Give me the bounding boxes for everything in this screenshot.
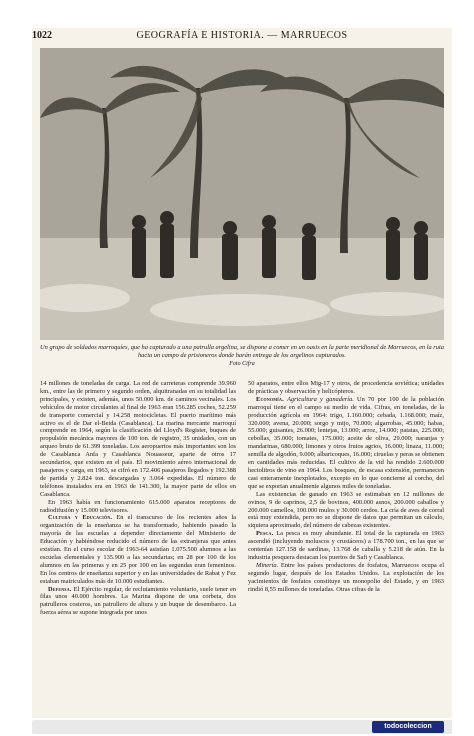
text-column-left (40, 380, 236, 716)
page-number: 1022 (32, 30, 52, 41)
subsection-heading: Agricultura y ganadería. (287, 395, 354, 403)
text-column-right (248, 380, 444, 716)
section-heading: Pesca. (256, 530, 274, 538)
photo-credit: Foto Cifra (229, 361, 255, 367)
paragraph: 14 millones de toneladas de carga. La red de carreteras comprende 39.960 km., entre las de primero y segundo orden, alquitranadas en su totalidad las principales, y existen, además, unos 50.000 km. de caminos vecinales. Los vehículos de motor circulantes al final de 1963 eran 156.285 coches, 52.259 de transporte comercial y 14.258 motocicletas. El puerto marítimo más activo es el de Dar el-Beida (Casablanca). La marina mercante marroquí comprende en 1964, según la clasificación del Lloyd's Register, buques de propulsión mecánica mayores de 100 ton. de registro, 35 unidades, con un arqueo bruto de 61.399 toneladas. Los aeropuertos más importantes son los de Casablanca Anfa y Casablanca Nouasseur, aparte de otros 17 secundarios, que existen en el país. El movimiento aéreo internacional de pasajeros y carga, en 1963, se cifró en 172.406 pasajeros llegados y 192.388 de partida y 2.824 ton. descargadas y 3.064 expedidas. El número de teléfonos instalados era en 1963 de 141.300, la mayor parte de ellos en Casablanca. (40, 380, 236, 498)
paragraph: Pesca. La pesca es muy abundante. El total de la capturada en 1963 ascendió (incluyendo moluscos y crustáceos) a 178.700 ton., en las que se contenían 127.158 de sardinas, 13.768 de caballa y 5.218 de atún. En la industria pesquera destacan los puertos de Safi y Casablanca. (248, 530, 444, 561)
paragraph: Economía. Agricultura y ganadería. Un 70 por 100 de la población marroquí tiene en el campo su medio de vida. Cifras, en toneladas, de la producción agrícola en 1964: trigo, 1.160.000; cebada, 1.168.000; maíz, 320.000; avena, 20.000; sorgo y mijo, 70.000; algarrobas, 45.000; habas, 55.000; guisantes, 26.000; lentejas, 13.000; arroz, 14.000; patatas, 225.000; cebollas, 35.000; tomates, 175.000; aceite de oliva, 29.000; naranjas y mandarinas, 680.000; limones y otros frutos agrios, 16.000; linaza, 11.000; semilla de algodón, 9.000; albaricoques, 16.000; ciruelas y peras se obtienen en cantidades más reducidas. El cultivo de la vid ha rendido 2.600.000 hectolitros de vino en 1964. Los bosques, de escasa extensión, permanecen casi enteramente inexplotados, excepto en lo que concierne al corcho, del que se exportan anualmente algunos miles de toneladas. (248, 395, 444, 490)
watermark-bar (32, 720, 452, 734)
paragraph: Defensa. El Ejército regular, de reclutamiento voluntario, suele tener en filas unos 40.000 hombres. La Marina dispone de una corbeta, dos patrulleros costeros, un patrullero de altura y un buque de desembarco. La fuerza aérea se supone integrada por unos (40, 585, 236, 617)
paragraph: 50 aparatos, entre ellos Mig-17 y otros, de procedencia soviética; unidades de prácticas y observación y helicópteros. (248, 380, 444, 395)
document-page (32, 28, 452, 718)
subsection-heading: Minería. (256, 561, 279, 569)
running-header (32, 28, 452, 44)
paragraph: Las existencias de ganado en 1963 se estimaban en 12 millones de ovinos, 9 de caprinos, 2,5 de bovinos, 400.000 asnos, 200.000 caballos y 200.000 camellos, 100.000 mulos y 30.000 cerdos. La cría de aves de corral está muy extendida, pero no se dispone de datos que permitan un cálculo, siquiera aproximado, del número de cabezas existentes. (248, 490, 444, 530)
paragraph: Minería. Entre los países productores de fosfatos, Marruecos ocupa el segundo lugar, después de los Estados Unidos. La explotación de los yacimientos de fosfatos constituye un monopolio del Estado, y en 1963 rindió 8,55 millones de toneladas. Otras cifras de la (248, 561, 444, 593)
paragraph: En 1963 había en funcionamiento 615.000 aparatos receptores de radiodifusión y 15.000 televisores. (40, 498, 236, 514)
watermark-badge[interactable]: todocoleccion (372, 721, 444, 733)
soldiers-oasis-photo-icon (40, 48, 444, 340)
caption-text: Un grupo de soldados marroquíes, que ha capturado a una patrulla argelina, se dispone a comer en un oasis en la parte meridional de Marruecos, en la ruta hacia un campo de prisioneros donde harán entrega de los argelinos capturados. (40, 344, 444, 359)
photo-soldiers-oasis (40, 48, 444, 340)
photo-caption (40, 344, 444, 370)
section-heading: Cultura y Educación. (48, 514, 113, 522)
paragraph: Cultura y Educación. En el transcurso de los recientes años la organización de la enseñanza se ha transformado, habiendo pasado la mayoría de las escuelas a depender directamente del Ministerio de Educación y habiéndose reducido el número de las extranjeras que antes existían. En el curso escolar de 1963-64 asistían 1.075.500 alumnos a las escuelas elementales y 135.900 a las secundarias; en 28 por 100 de los alumnos en las primeras y en 25 por 100 en las segundas eran femeninos. En los centros de enseñanza superior y en las universidades de Rabat y Fez estaban matriculados más de 10.000 estudiantes. (40, 514, 236, 585)
running-title: GEOGRAFÍA E HISTORIA. — MARRUECOS (136, 30, 348, 41)
section-heading: Defensa. (48, 585, 72, 593)
section-heading: Economía. (256, 395, 284, 403)
